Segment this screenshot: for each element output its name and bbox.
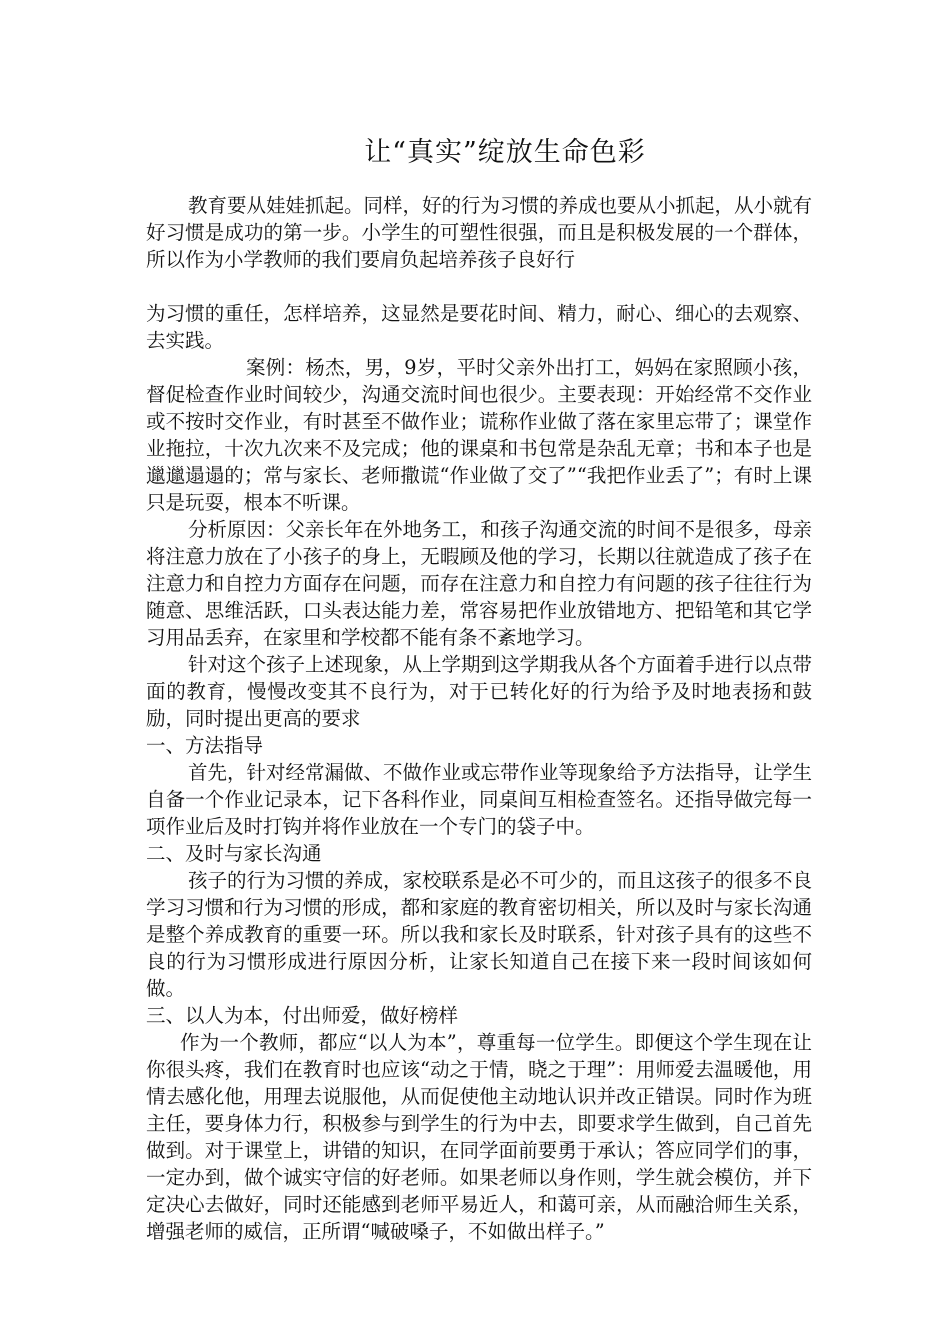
document-body xyxy=(146,192,812,1245)
paragraph-intro: 教育要从娃娃抓起。同样，好的行为习惯的养成也要从小抓起，从小就有好习惯是成功的第一步。小学生的可塑性很强，而且是积极发展的一个群体，所以作为小学教师的我们要肩负起培养孩子良好行 xyxy=(146,194,813,271)
paragraph-case: 案例：杨杰，男，9岁，平时父亲外出打工，妈妈在家照顾小孩，督促检查作业时间较少，沟通交流时间也很少。主要表现：开始经常不交作业或不按时交作业，有时甚至不做作业；谎称作业做了落在家里忘带了；课堂作业拖拉，十次九次来不及完成；他的课桌和书包常是杂乱无章；书和本子也是邋邋遢遢的；常与家长、老师撒谎“作业做了交了”“我把作业丢了”；有时上课只是玩耍，根本不听课。 xyxy=(146,356,812,514)
paragraph-section-1: 首先，针对经常漏做、不做作业或忘带作业等现象给予方法指导，让学生自备一个作业记录本，记下各科作业，同桌间互相检查签名。还指导做完每一项作业后及时打钩并将作业放在一个专门的袋子中。 xyxy=(146,761,813,838)
paragraph-approach: 针对这个孩子上述现象，从上学期到这学期我从各个方面着手进行以点带面的教育，慢慢改变其不良行为，对于已转化好的行为给予及时地表扬和鼓励，同时提出更高的要求 xyxy=(146,653,813,730)
paragraph-analysis: 分析原因：父亲长年在外地务工，和孩子沟通交流的时间不是很多，母亲将注意力放在了小孩子的身上，无暇顾及他的学习，长期以往就造成了孩子在注意力和自控力方面存在问题，而存在注意力和自控力有问题的孩子往往行为随意、思维活跃，口头表达能力差，常容易把作业放错地方、把铅笔和其它学习用品丢弃，在家里和学校都不能有条不紊地学习。 xyxy=(146,518,813,649)
section-heading-3: 三、以人为本，付出师爱，做好榜样 xyxy=(146,1004,459,1027)
paragraph-intro-continued: 为习惯的重任，怎样培养，这显然是要花时间、精力，耐心、细心的去观察、去实践。 xyxy=(146,302,812,352)
section-heading-1: 一、方法指导 xyxy=(146,734,264,757)
paragraph-section-3: 作为一个教师，都应“以人为本”，尊重每一位学生。即便这个学生现在让你很头疼，我们在教育时也应该“动之于情，晓之于理”：用师爱去温暖他，用情去感化他，用理去说服他，从而促使他主动地认识并改正错误。同时作为班主任，要身体力行，积极参与到学生的行为中去，即要求学生做到，自己首先做到。对于课堂上，讲错的知识，在同学面前要勇于承认；答应同学们的事，一定办到，做个诚实守信的好老师。如果老师以身作则，学生就会模仿，并下定决心去做好，同时还能感到老师平易近人，和蔼可亲，从而融洽师生关系，增强老师的威信，正所谓“喊破嗓子，不如做出样子。” xyxy=(146,1031,812,1243)
document-title: 让“真实”绽放生命色彩 xyxy=(364,137,646,168)
section-heading-2: 二、及时与家长沟通 xyxy=(146,842,322,865)
paragraph-section-2: 孩子的行为习惯的养成，家校联系是必不可少的，而且这孩子的很多不良学习习惯和行为习惯的形成，都和家庭的教育密切相关，所以及时与家长沟通是整个养成教育的重要一环。所以我和家长及时联系，针对孩子具有的这些不良的行为习惯形成进行原因分析，让家长知道自己在接下来一段时间该如何做。 xyxy=(146,869,813,1000)
